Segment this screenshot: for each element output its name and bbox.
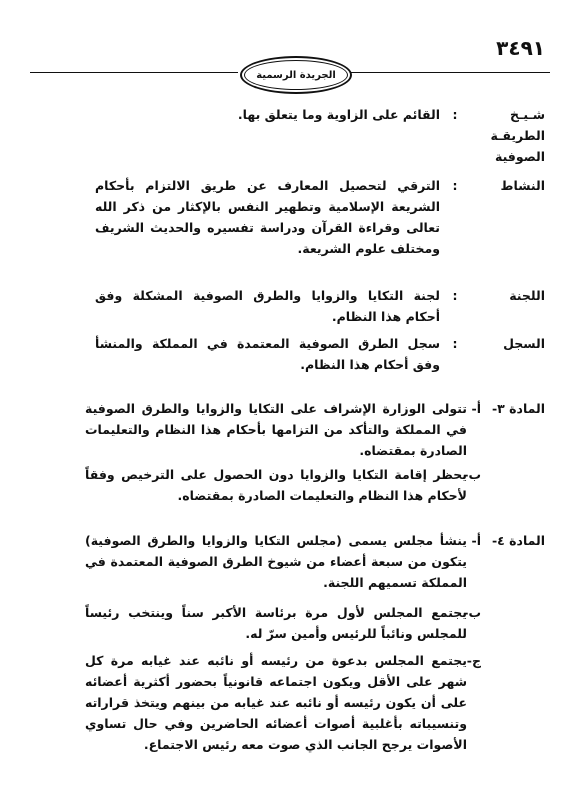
clause-text: يجتمع المجلس لأول مرة برئاسة الأكبر سناً وينتخب رئيساً للمجلس ونائباً للرئيس وأمين سرّ له. <box>85 605 467 641</box>
definition-committee <box>25 285 545 327</box>
clause-text: يحظر إقامة التكايا والزوايا دون الحصول على الترخيص وفقاً لأحكام هذا النظام والتعليمات الصادرة بمقتضاه. <box>85 467 467 503</box>
clause-marker: أ- <box>471 533 481 548</box>
article-3-b <box>25 464 545 506</box>
definition-term: شـيـخ الطريقـة الصوفية <box>490 107 545 164</box>
article-4-b <box>25 602 545 644</box>
clause-marker: ب- <box>463 467 481 482</box>
definition-activity <box>25 175 545 259</box>
article-3-a <box>25 398 545 461</box>
definition-term: اللجنة <box>509 288 545 303</box>
definition-colon: : <box>452 107 458 122</box>
header-rule-left <box>30 72 238 73</box>
clause-marker: ب- <box>463 605 481 620</box>
definition-colon: : <box>452 288 458 303</box>
article-4-a <box>25 530 545 593</box>
definition-body: القائم على الزاوية وما يتعلق بها. <box>237 107 440 122</box>
definition-sheikh <box>25 104 545 164</box>
article-heading: المادة ٣- <box>491 401 545 416</box>
header-rule-right <box>350 72 550 73</box>
article-heading: المادة ٤- <box>491 533 545 548</box>
article-4-c <box>25 650 545 755</box>
gazette-masthead: الجريدة الرسمية <box>240 56 352 94</box>
definition-colon: : <box>452 336 458 351</box>
definition-register <box>25 333 545 375</box>
clause-text: يجتمع المجلس بدعوة من رئيسه أو نائبه عند غيابه مرة كل شهر على الأقل ويكون اجتماعه قانونياً بحضور أكثرية أعضائه على أن يكون رئيسه أو نائبه عند غيابه من بينهم ويتخذ قراراته وتنسيباته بأغلبية أصوات أعضائه الحاضرين وفي حال تساوي الأصوات يرجح الجانب الذي صوت معه رئيس الاجتماع. <box>85 653 467 752</box>
definition-body: الترقي لتحصيل المعارف عن طريق الالتزام بأحكام الشريعة الإسلامية وتطهير النفس بالإكثار من ذكر الله تعالى وقراءة القرآن ودراسة تفسيره والحديث الشريف ومختلف علوم الشريعة. <box>95 178 440 256</box>
definition-term: النشاط <box>500 178 545 193</box>
page-number: ٣٤٩١ <box>496 36 545 60</box>
clause-text: تتولى الوزارة الإشراف على التكايا والزوايا والطرق الصوفية في المملكة والتأكد من التزامها بأحكام هذا النظام والتعليمات الصادرة بمقتضاه. <box>85 401 467 458</box>
definition-colon: : <box>452 178 458 193</box>
definition-term: السجل <box>503 336 545 351</box>
clause-marker: أ- <box>471 401 481 416</box>
definition-body: سجل الطرق الصوفية المعتمدة في المملكة والمنشأ وفق أحكام هذا النظام. <box>95 336 440 372</box>
clause-text: ينشأ مجلس يسمى (مجلس التكايا والزوايا والطرق الصوفية) يتكون من سبعة أعضاء من شيوخ الطرق الصوفية المعتمدة في المملكة تسميهم اللجنة. <box>85 533 467 590</box>
clause-marker: ج- <box>466 653 481 668</box>
definition-body: لجنة التكايا والزوايا والطرق الصوفية المشكلة وفق أحكام هذا النظام. <box>95 288 440 324</box>
